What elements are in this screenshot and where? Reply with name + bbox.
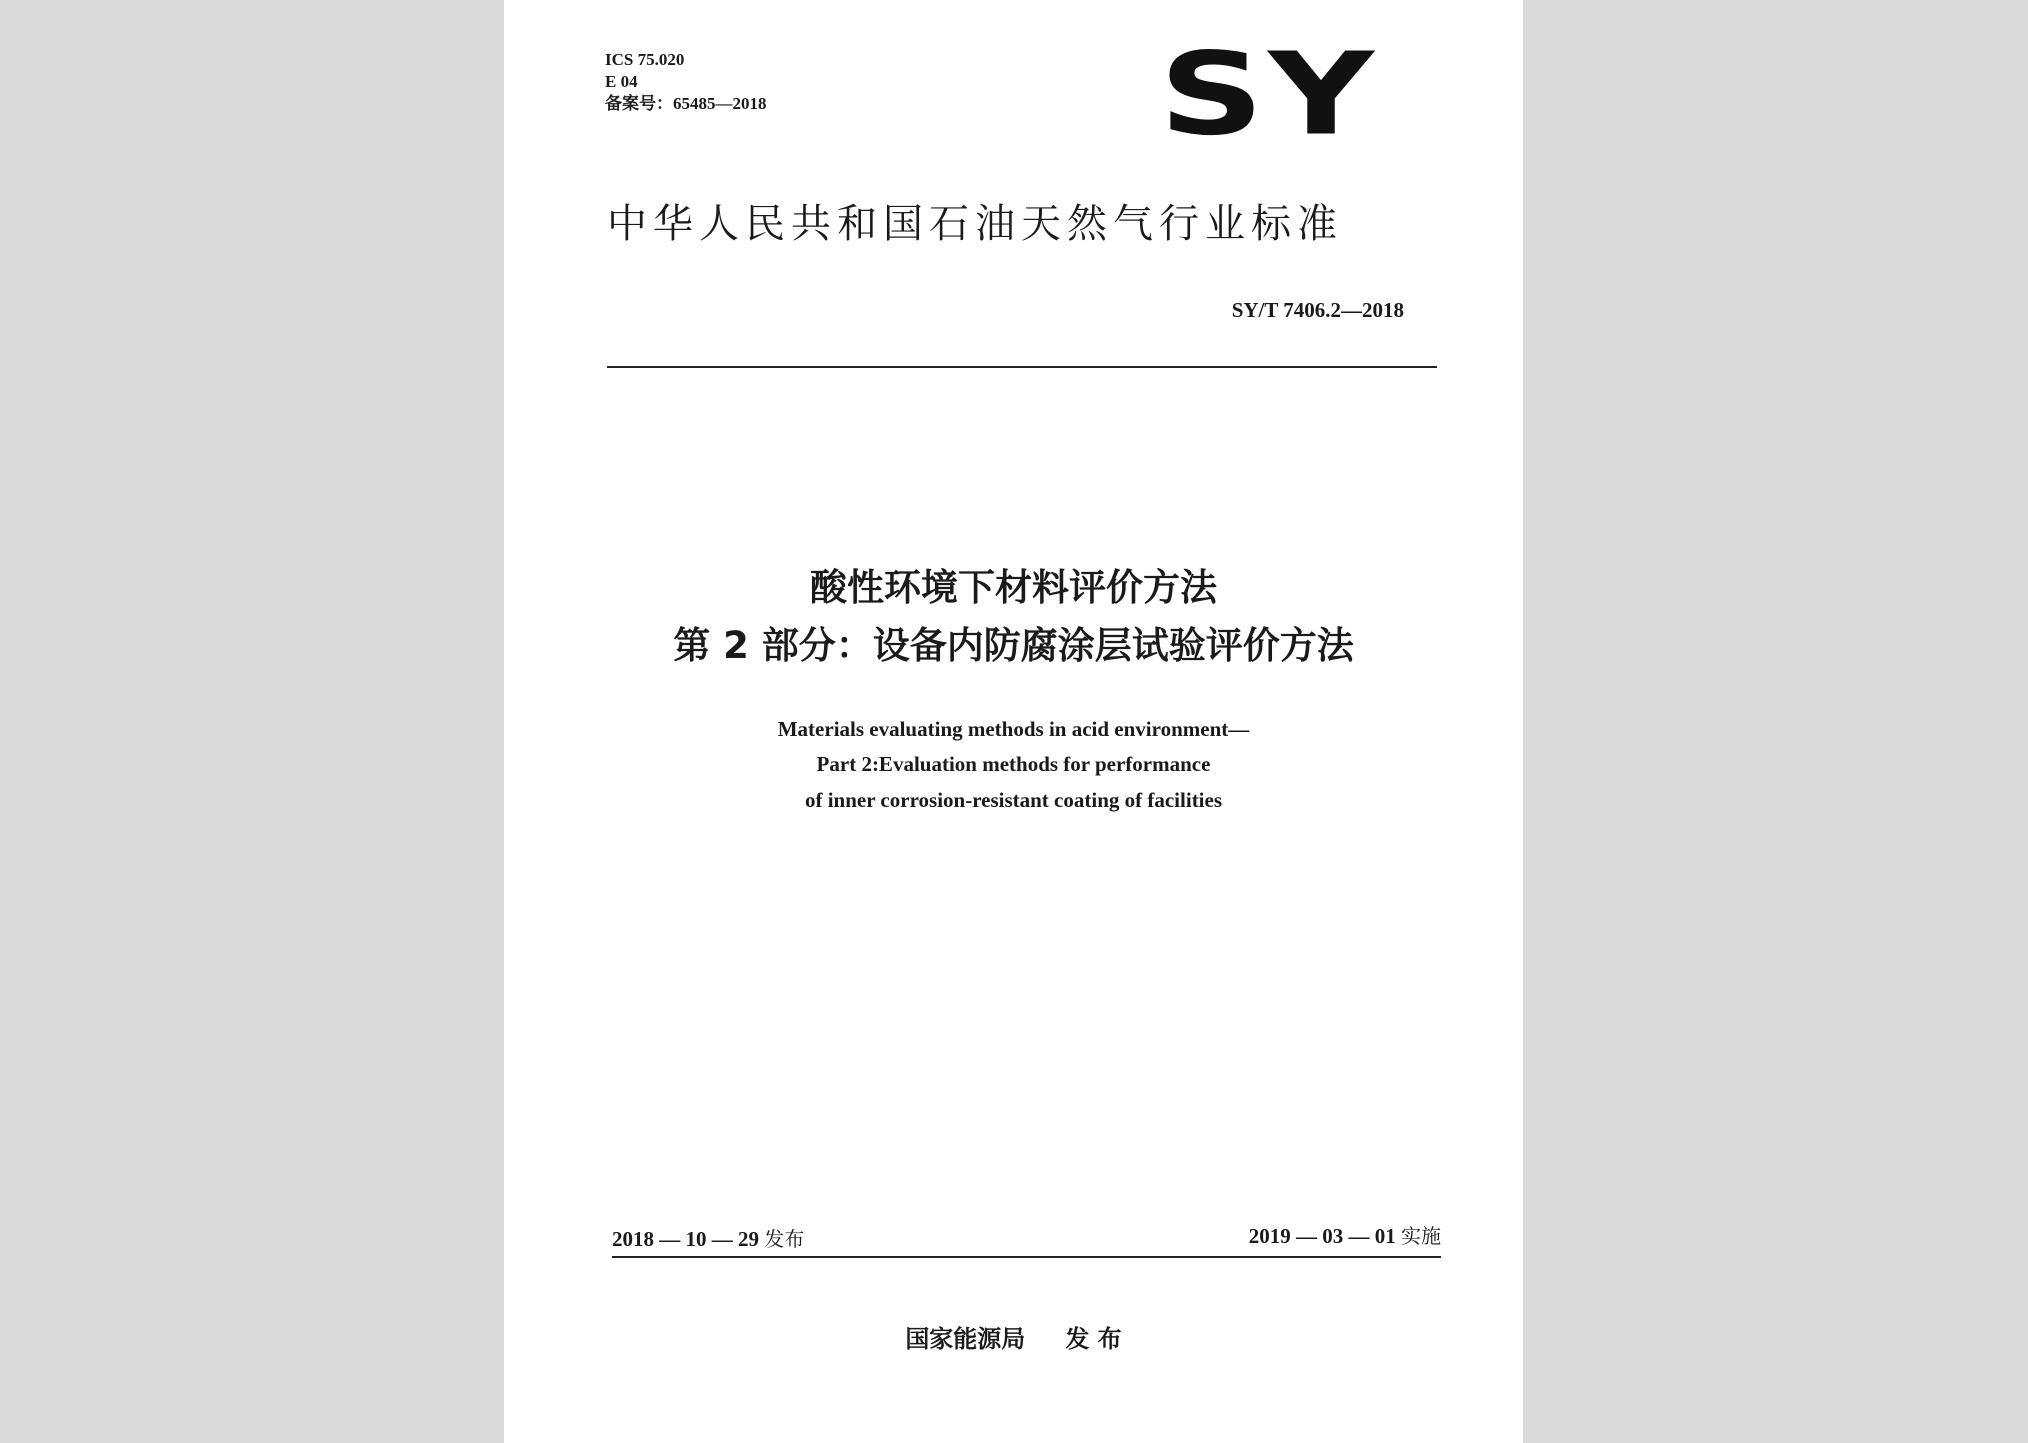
ics-code: ICS 75.020 xyxy=(605,50,685,69)
record-number: 备案号：65485—2018 xyxy=(605,94,767,113)
implement-date: 2019 — 03 — 01 xyxy=(1248,1224,1396,1248)
issue-date: 2018 — 10 — 29 xyxy=(612,1227,759,1251)
sy-logo: SY xyxy=(1159,28,1378,161)
title-en-line2: Part 2:Evaluation methods for performance xyxy=(816,752,1211,776)
title-en-line1: Materials evaluating methods in acid environment— xyxy=(777,717,1250,741)
issue-date-block xyxy=(612,1225,804,1253)
implement-date-block xyxy=(1229,1222,1441,1250)
footer-divider xyxy=(612,1256,1441,1258)
publisher-name: 国家能源局 xyxy=(905,1325,1026,1353)
header-divider xyxy=(607,366,1437,368)
title-cn-line1: 酸性环境下材料评价方法 xyxy=(810,566,1217,609)
publisher-line xyxy=(504,1323,1523,1355)
title-en-line3: of inner corrosion-resistant coating of facilities xyxy=(804,788,1223,812)
issue-label: 发布 xyxy=(764,1227,805,1251)
standard-number: SY/T 7406.2—2018 xyxy=(1231,298,1404,322)
ccs-code: E 04 xyxy=(605,72,638,91)
implement-label: 实施 xyxy=(1401,1224,1441,1248)
publisher-label: 发 布 xyxy=(1065,1325,1122,1353)
standard-category-title: 中华人民共和国石油天然气行业标准 xyxy=(607,201,1343,247)
document-page xyxy=(504,0,1523,1443)
title-cn-line2: 第 2 部分：设备内防腐涂层试验评价方法 xyxy=(673,624,1354,667)
